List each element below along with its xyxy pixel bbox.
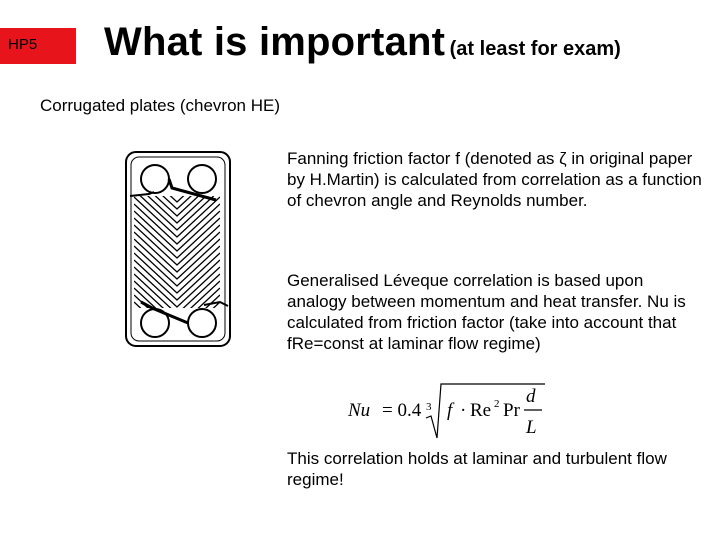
intro-text: Corrugated plates (chevron HE): [40, 96, 281, 115]
validity-note-text: This correlation holds at laminar and turbulent flow regime!: [287, 449, 667, 489]
formula-re-exponent: 2: [494, 398, 500, 410]
chevron-plate-illustration: [124, 150, 234, 350]
title-main: What is important: [104, 20, 446, 64]
slide-number-badge: [0, 28, 76, 64]
formula-denominator: L: [526, 417, 537, 438]
slide-number: HP5: [8, 36, 38, 53]
formula-coefficient: = 0.4: [382, 400, 422, 421]
leveque-correlation-text: Generalised Léveque correlation is based upon analogy between momentum and heat transfer. Nu is calculated from friction factor (take into account that fRe=const at laminar flow regime): [287, 271, 686, 353]
formula-nu: Nu: [348, 400, 371, 421]
nusselt-formula: [340, 380, 560, 442]
formula-f: f: [447, 400, 453, 421]
formula-re: Re: [470, 400, 492, 421]
friction-factor-text: Fanning friction factor f (denoted as ζ in original paper by H.Martin) is calculated from correlation as a function of chevron angle and Reynolds number.: [287, 149, 702, 210]
title-subtitle: (at least for exam): [449, 38, 621, 60]
slide-title: [104, 20, 621, 65]
formula-numerator: d: [526, 386, 536, 407]
formula-dot: ·: [460, 400, 467, 421]
formula-pr: Pr: [503, 400, 520, 421]
formula-root-index: 3: [426, 401, 432, 413]
